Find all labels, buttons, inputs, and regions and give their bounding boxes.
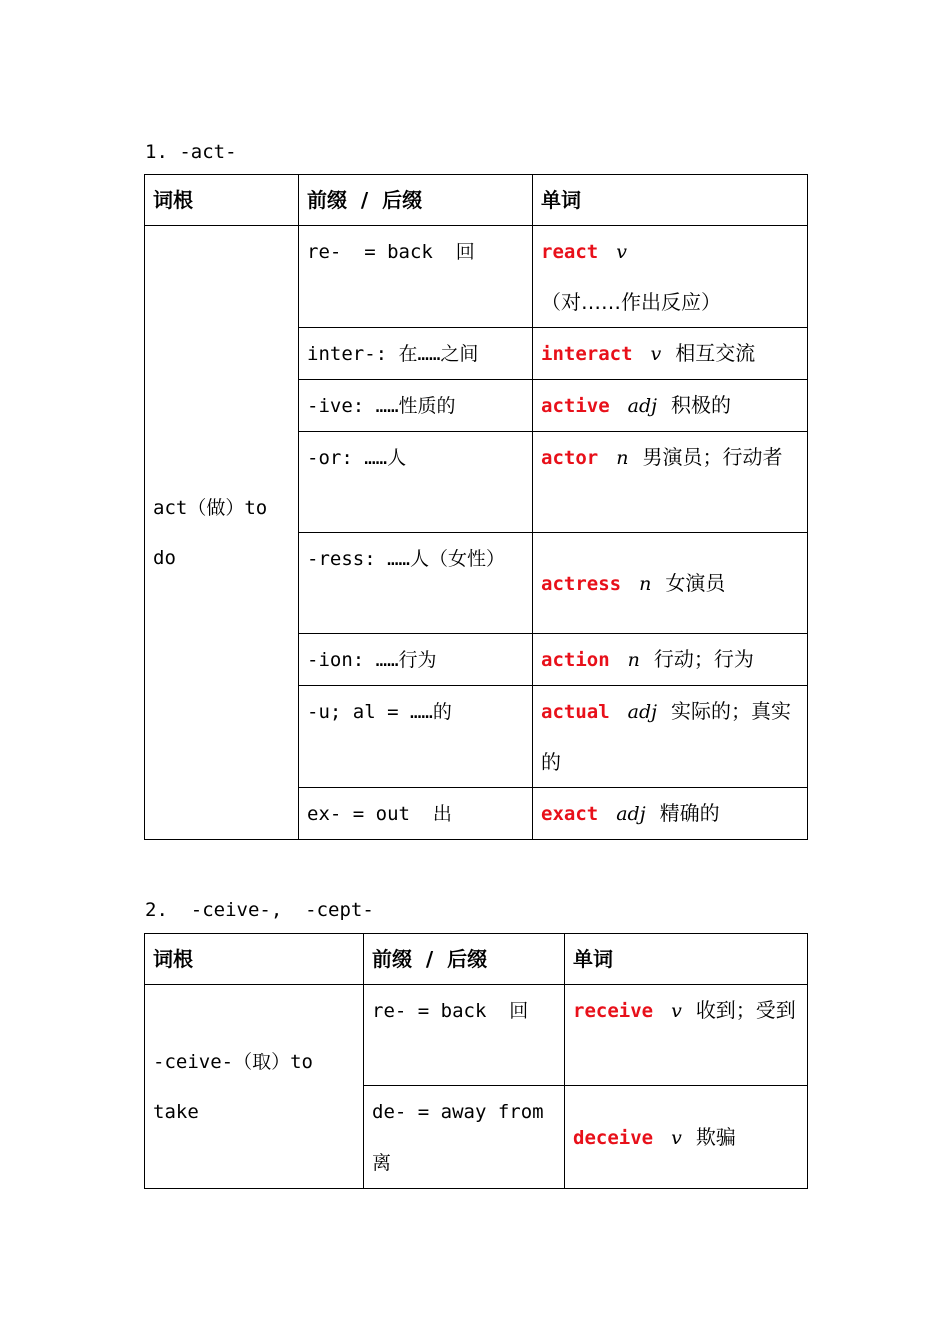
word-cell: active adj 积极的 <box>533 380 808 432</box>
root-cell-ceive <box>145 985 364 1189</box>
header-word: 单词 <box>565 934 808 985</box>
vocab-table-act <box>144 174 808 840</box>
root-line-2: take <box>153 1100 199 1123</box>
word-cell: deceive v 欺骗 <box>565 1086 808 1189</box>
word-cell: action n 行动；行为 <box>533 634 808 686</box>
root-line-2: do <box>153 546 176 569</box>
word-cell: receive v 收到；受到 <box>565 985 808 1086</box>
vocab-table-ceive <box>144 933 808 1189</box>
word-cell: actual adj 实际的；真实的 <box>533 686 808 788</box>
affix-cell: re- = back 回 <box>299 226 533 328</box>
header-affix: 前缀 / 后缀 <box>364 934 565 985</box>
table-row <box>145 985 808 1086</box>
section-1-title: 1. -act- <box>145 141 237 163</box>
affix-cell: -ress: ……人（女性） <box>299 533 533 634</box>
root-cell-act <box>145 226 299 840</box>
affix-cell: -ion: ……行为 <box>299 634 533 686</box>
word-cell: interact v 相互交流 <box>533 328 808 380</box>
header-root: 词根 <box>145 175 299 226</box>
table-header-row <box>145 175 808 226</box>
affix-cell: re- = back 回 <box>364 985 565 1086</box>
table-header-row <box>145 934 808 985</box>
header-root: 词根 <box>145 934 364 985</box>
header-word: 单词 <box>533 175 808 226</box>
word-cell: actor n 男演员；行动者 <box>533 432 808 533</box>
word-cell: exact adj 精确的 <box>533 788 808 840</box>
affix-cell: -ive: ……性质的 <box>299 380 533 432</box>
affix-cell: inter-: 在……之间 <box>299 328 533 380</box>
word-cell: actress n 女演员 <box>533 533 808 634</box>
section-2-title: 2. -ceive-, -cept- <box>145 899 374 921</box>
header-affix: 前缀 / 后缀 <box>299 175 533 226</box>
affix-cell: ex- = out 出 <box>299 788 533 840</box>
affix-cell: de- = away from 离 <box>364 1086 565 1189</box>
affix-cell: -u; al = ……的 <box>299 686 533 788</box>
affix-cell: -or: ……人 <box>299 432 533 533</box>
word-cell: react v（对……作出反应） <box>533 226 808 328</box>
root-line-1: act（做）to <box>153 496 268 519</box>
root-line-1: -ceive-（取）to <box>153 1050 313 1073</box>
table-row <box>145 226 808 328</box>
